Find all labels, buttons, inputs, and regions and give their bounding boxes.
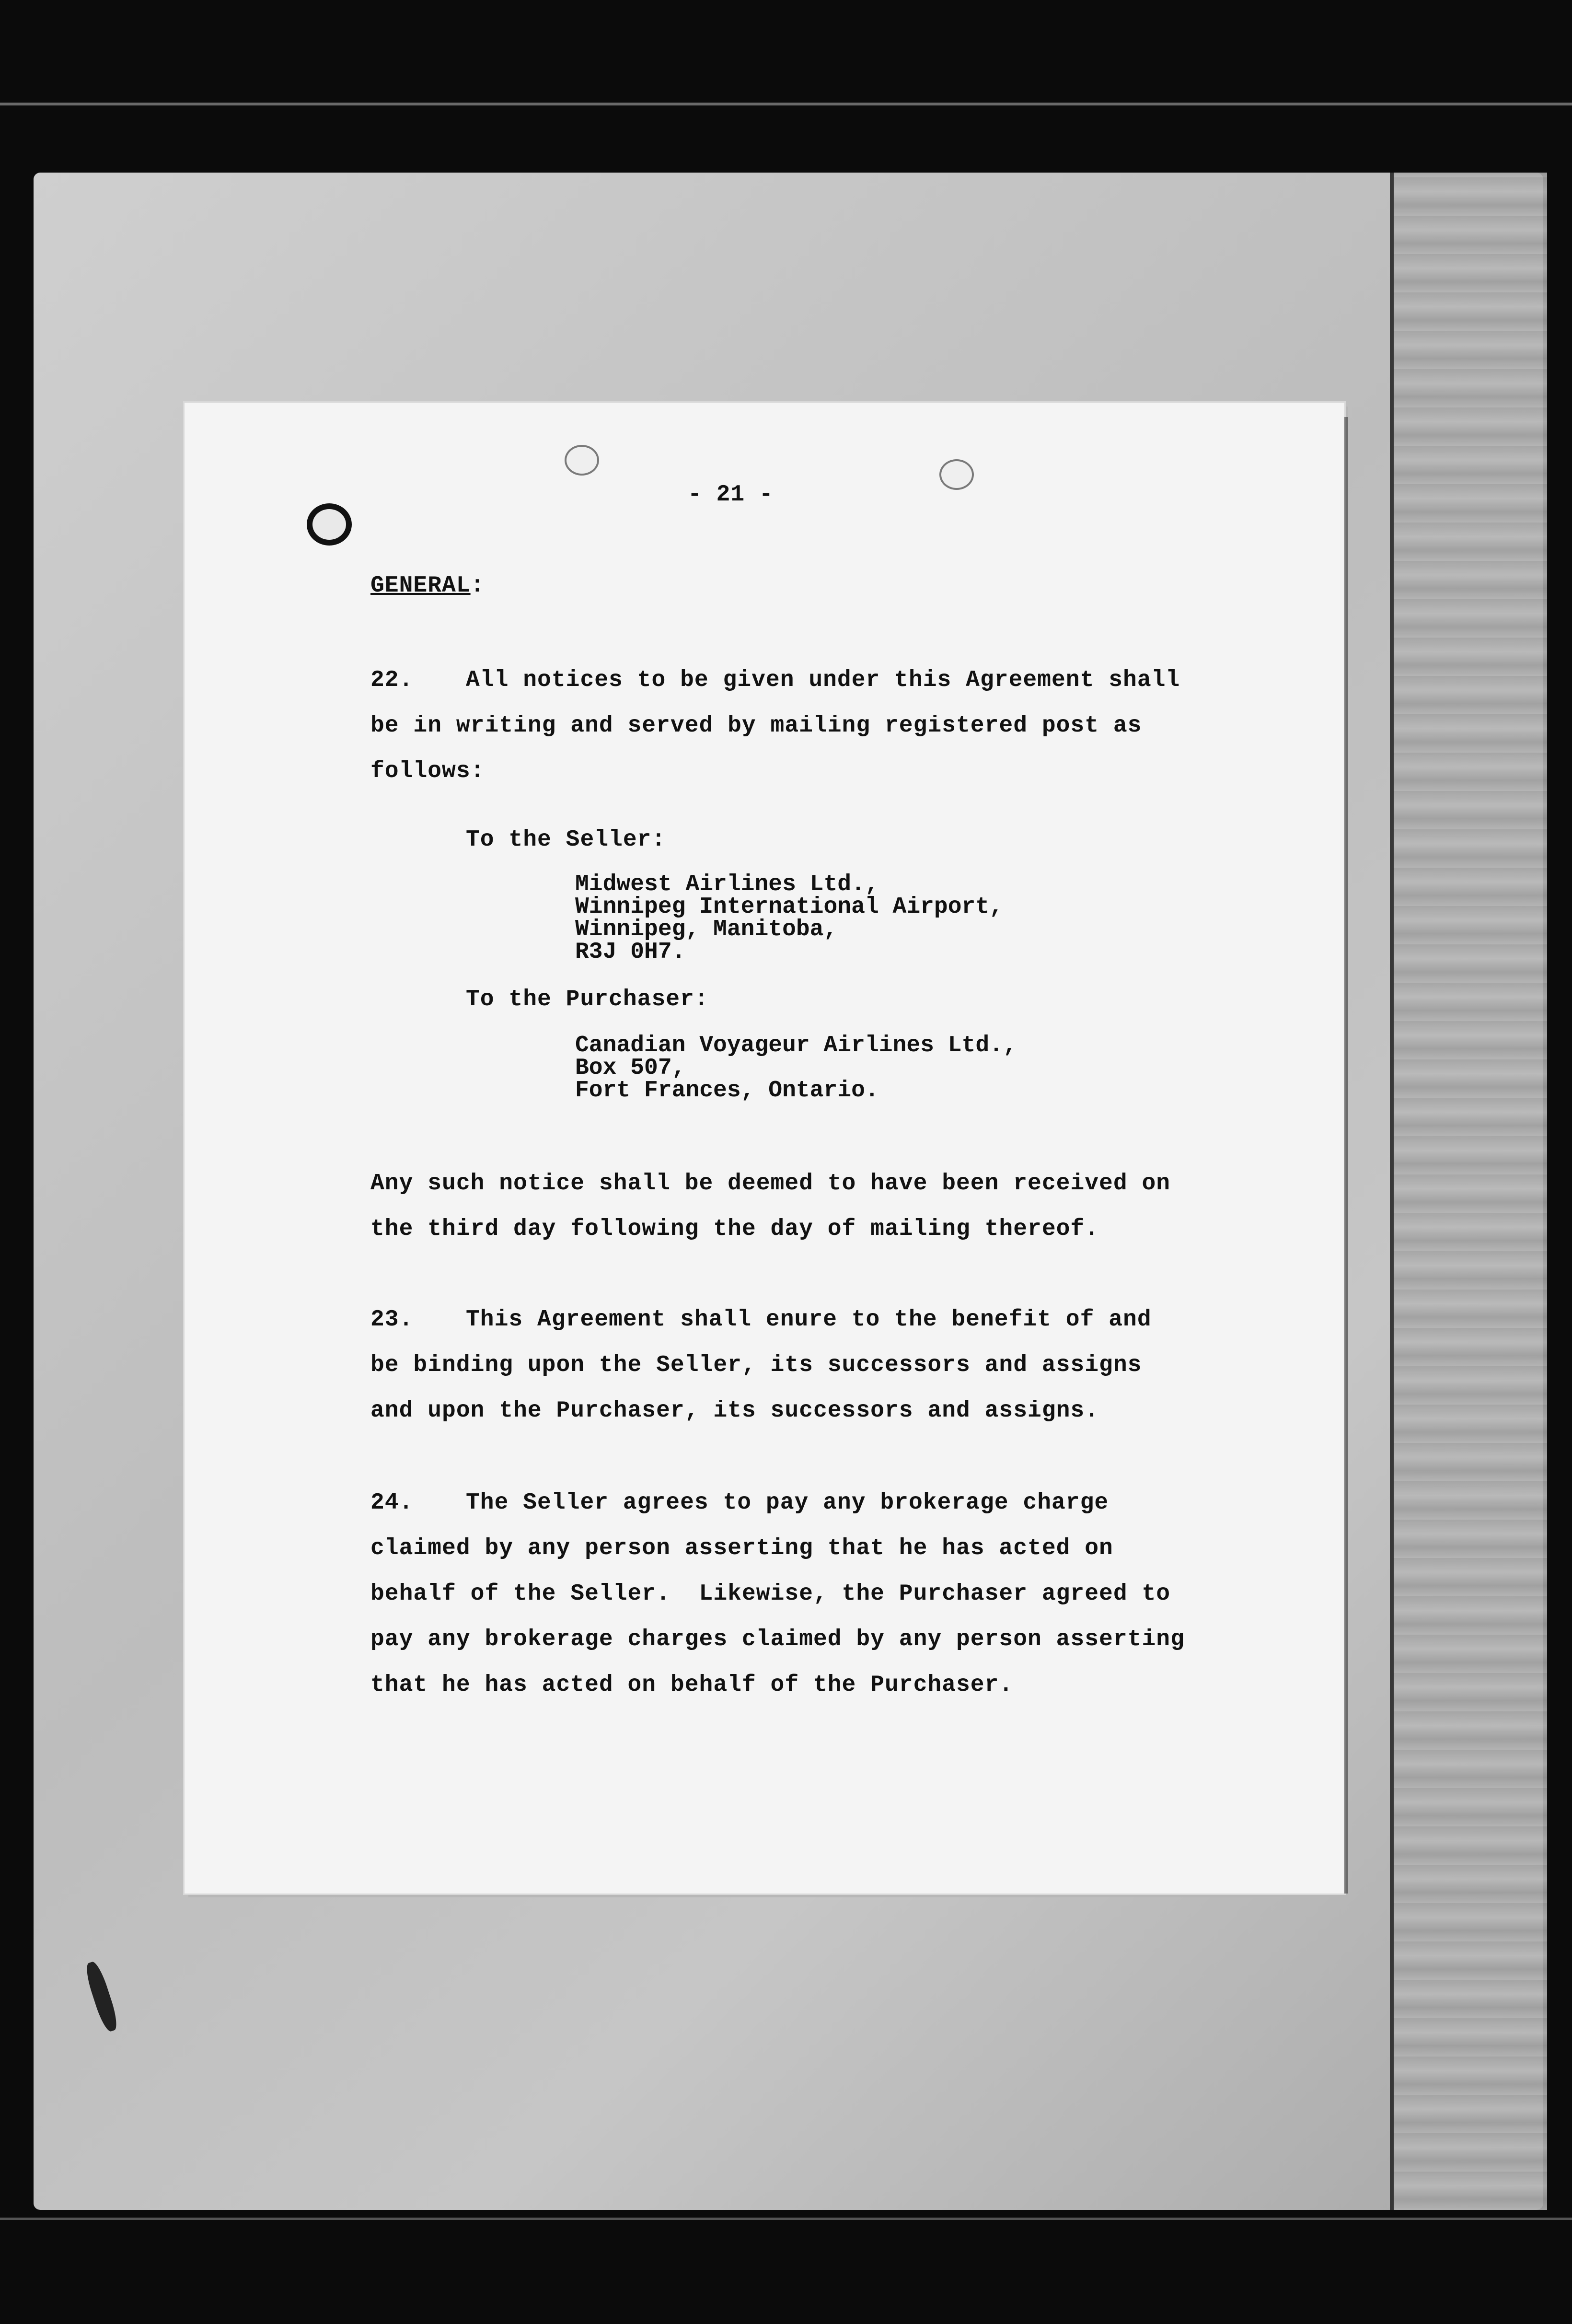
notice-receipt-line-1: Any such notice shall be deemed to have been received on [370,1171,1171,1197]
clause-22-line-3: follows: [370,758,485,784]
seller-address-line: Winnipeg International Airport, [575,894,1003,920]
clause-22-line-2: be in writing and served by mailing registered post as [370,713,1142,739]
clause-24-number: 24. [370,1490,414,1516]
clause-23-number: 23. [370,1307,414,1333]
document-page [185,403,1344,1894]
purchaser-label: To the Purchaser: [466,987,709,1012]
section-heading [370,573,485,599]
seller-address [575,873,1003,964]
purchaser-address-line: Box 507, [575,1055,686,1081]
punch-hole-dark [307,503,352,546]
punch-hole-left [565,445,599,476]
punch-hole-right [939,459,974,490]
purchaser-address [575,1034,1017,1102]
page-number: - 21 - [688,482,774,508]
clause-24-line-1: The Seller agrees to pay any brokerage charge [466,1490,1109,1516]
clause-23-line-2: be binding upon the Seller, its successors and assigns [370,1352,1142,1378]
clause-22-number: 22. [370,667,414,693]
clause-24-line-2: claimed by any person asserting that he has acted on [370,1535,1113,1561]
section-heading-colon: : [470,573,485,599]
seller-address-line: R3J 0H7. [575,939,686,965]
clause-23-line-1: This Agreement shall enure to the benefit of and [466,1307,1152,1333]
folder-edge [1390,173,1547,2210]
seller-address-line: Winnipeg, Manitoba, [575,917,838,942]
clause-24-line-3: behalf of the Seller. Likewise, the Purchaser agreed to [370,1581,1171,1607]
clause-24-line-4: pay any brokerage charges claimed by any person asserting [370,1627,1185,1652]
page-edge-shadow [1344,417,1348,1894]
purchaser-address-line: Canadian Voyageur Airlines Ltd., [575,1033,1017,1058]
clause-24-line-5: that he has acted on behalf of the Purchaser. [370,1672,1014,1698]
section-heading-text: GENERAL [370,573,471,599]
film-border-top [0,103,1572,105]
film-border-bottom [0,2218,1572,2220]
seller-label: To the Seller: [466,827,666,853]
notice-receipt-line-2: the third day following the day of mailing thereof. [370,1216,1099,1242]
seller-address-line: Midwest Airlines Ltd., [575,872,879,897]
clause-23-line-3: and upon the Purchaser, its successors and assigns. [370,1398,1099,1424]
clause-22-line-1: All notices to be given under this Agreement shall [466,667,1180,693]
purchaser-address-line: Fort Frances, Ontario. [575,1078,879,1104]
